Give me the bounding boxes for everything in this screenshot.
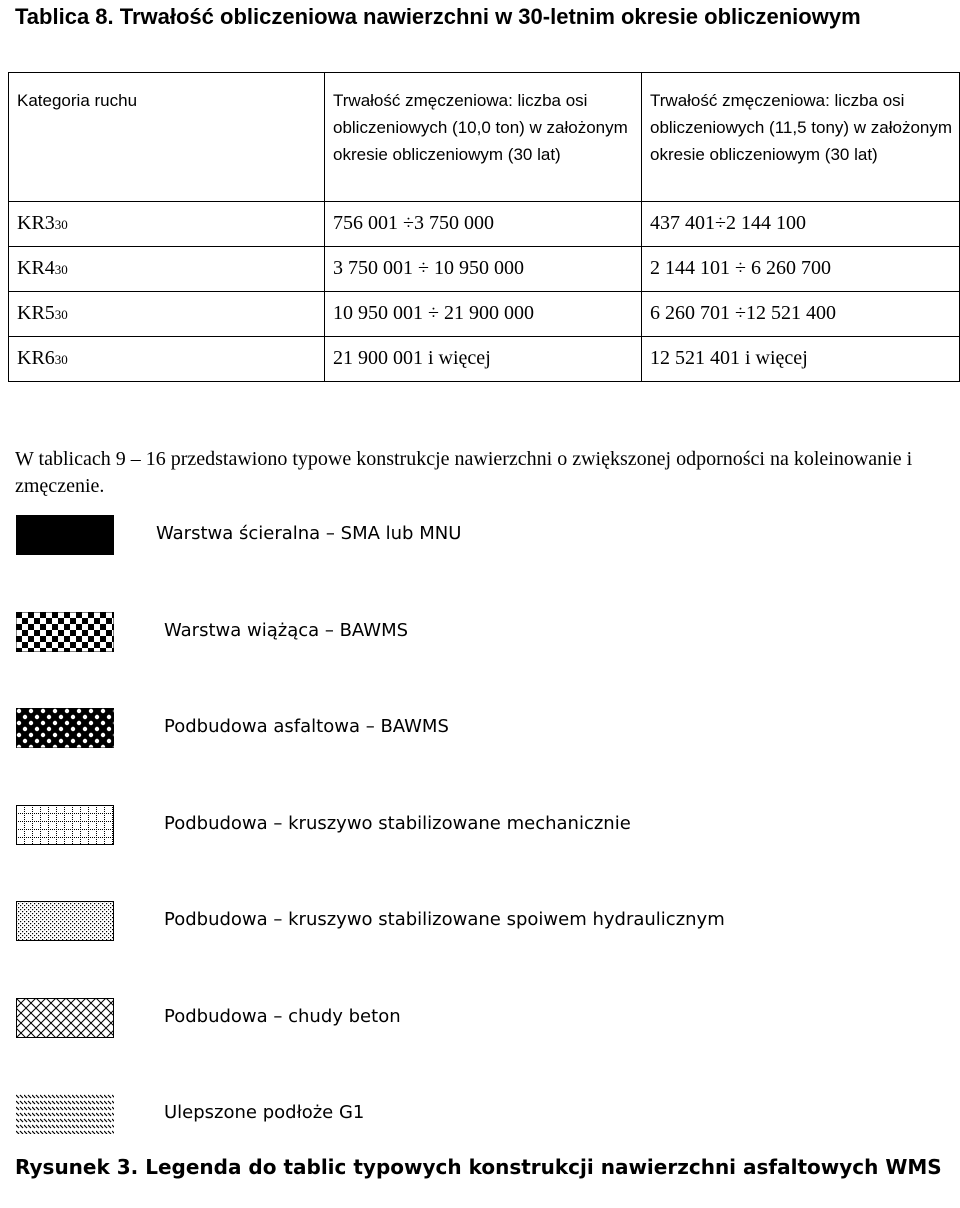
range-10t-cell: 21 900 001 i więcej xyxy=(325,337,642,382)
category-cell: KR330 xyxy=(9,202,325,247)
diagonal-dashes-swatch xyxy=(16,1094,114,1134)
legend-item-lean-concrete xyxy=(16,998,956,1038)
legend-label: Ulepszone podłoże G1 xyxy=(164,1102,365,1123)
crosshatch-swatch xyxy=(16,998,114,1038)
range-10t-cell: 3 750 001 ÷ 10 950 000 xyxy=(325,247,642,292)
figure-caption: Rysunek 3. Legenda do tablic typowych konstrukcji nawierzchni asfaltowych WMS xyxy=(15,1155,942,1179)
table-row xyxy=(9,292,960,337)
range-115t-cell: 437 401÷2 144 100 xyxy=(642,202,960,247)
range-10t-cell: 10 950 001 ÷ 21 900 000 xyxy=(325,292,642,337)
range-115t-cell: 12 521 401 i więcej xyxy=(642,337,960,382)
table-row xyxy=(9,202,960,247)
range-115t-cell: 6 260 701 ÷12 521 400 xyxy=(642,292,960,337)
checkerboard-swatch xyxy=(16,612,114,652)
legend-label: Podbudowa – kruszywo stabilizowane mechanicznie xyxy=(164,813,631,834)
solid-black-swatch xyxy=(16,515,114,555)
legend-label: Podbudowa – chudy beton xyxy=(164,1006,401,1027)
header-fatigue-115t: Trwałość zmęczeniowa: liczba osi obliczeniowych (11,5 tony) w założonym okresie obliczeniowym (30 lat) xyxy=(642,73,960,202)
legend-item-mechanical-base xyxy=(16,805,956,845)
legend-label: Podbudowa asfaltowa – BAWMS xyxy=(164,716,449,737)
table-title: Tablica 8. Trwałość obliczeniowa nawierzchni w 30-letnim okresie obliczeniowym xyxy=(15,4,861,29)
category-cell: KR630 xyxy=(9,337,325,382)
durability-table xyxy=(8,72,960,382)
table-row xyxy=(9,337,960,382)
legend-item-asphalt-base xyxy=(16,708,956,748)
legend-label: Warstwa wiążąca – BAWMS xyxy=(164,620,409,641)
header-fatigue-10t: Trwałość zmęczeniowa: liczba osi obliczeniowych (10,0 ton) w założonym okresie obliczeniowym (30 lat) xyxy=(325,73,642,202)
bold-dots-swatch xyxy=(16,708,114,748)
table-header-row xyxy=(9,73,960,202)
header-traffic-category: Kategoria ruchu xyxy=(9,73,325,202)
fine-dots-swatch xyxy=(16,901,114,941)
intro-paragraph: W tablicach 9 – 16 przedstawiono typowe konstrukcje nawierzchni o zwiększonej odporności na koleinowanie i zmęczenie. xyxy=(15,448,913,497)
legend-label: Warstwa ścieralna – SMA lub MNU xyxy=(156,523,462,544)
legend-item-hydraulic-base xyxy=(16,901,956,941)
dotted-grid-swatch xyxy=(16,805,114,845)
range-115t-cell: 2 144 101 ÷ 6 260 700 xyxy=(642,247,960,292)
category-cell: KR530 xyxy=(9,292,325,337)
category-cell: KR430 xyxy=(9,247,325,292)
range-10t-cell: 756 001 ÷3 750 000 xyxy=(325,202,642,247)
table-row xyxy=(9,247,960,292)
legend-item-improved-subgrade xyxy=(16,1094,956,1134)
legend-item-binder-course xyxy=(16,612,956,652)
legend-item-wearing-course xyxy=(16,515,956,555)
legend-label: Podbudowa – kruszywo stabilizowane spoiwem hydraulicznym xyxy=(164,909,725,930)
